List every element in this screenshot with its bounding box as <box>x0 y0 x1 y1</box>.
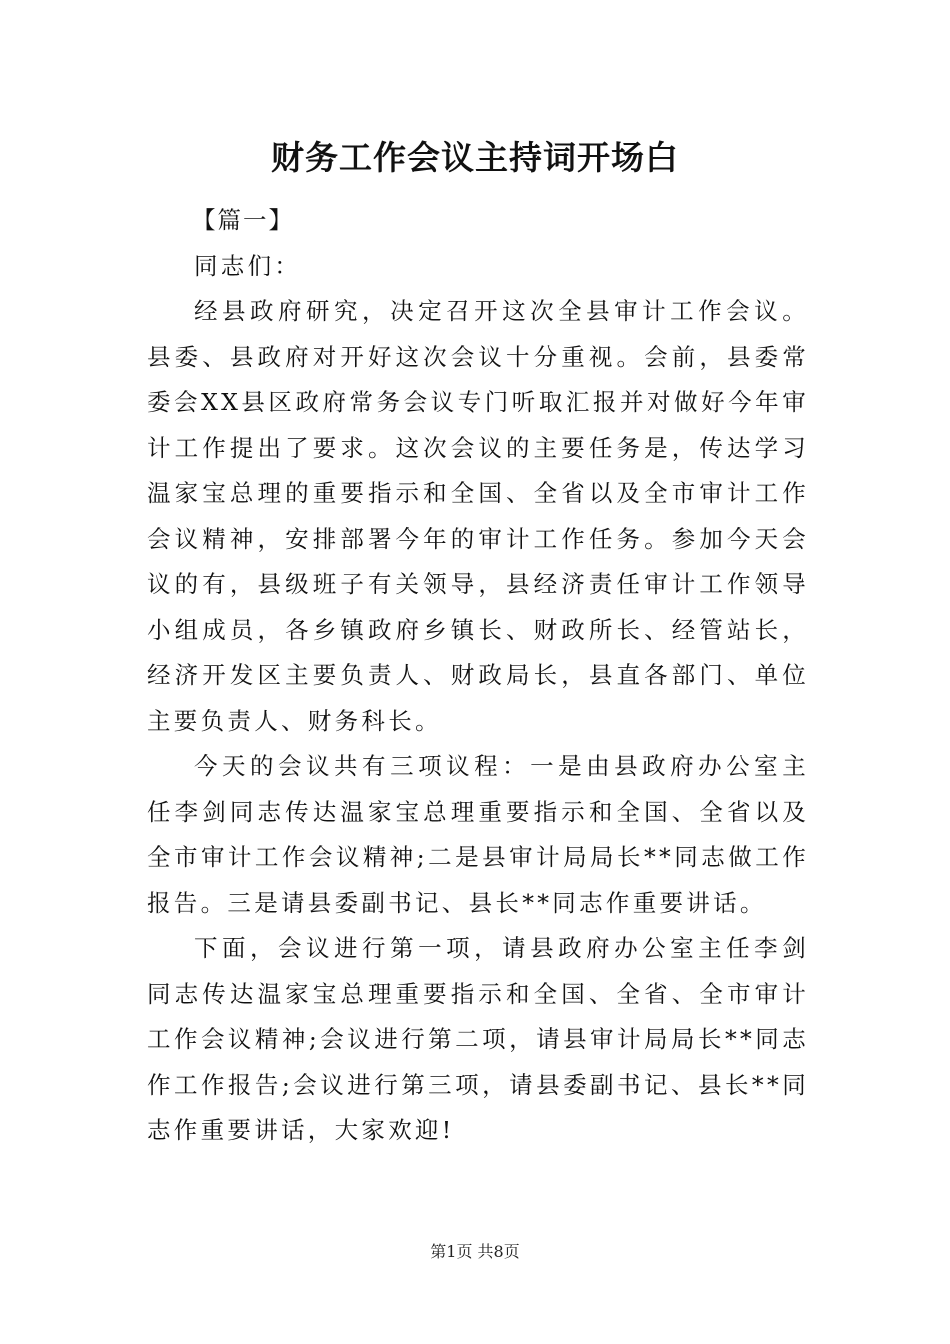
document-body <box>147 198 809 1154</box>
paragraph-1: 经县政府研究，决定召开这次全县审计工作会议。县委、县政府对开好这次会议十分重视。会前，县委常委会XX县区政府常务会议专门听取汇报并对做好今年审计工作提出了要求。这次会议的主要任务是，传达学习温家宝总理的重要指示和全国、全省以及全市审计工作会议精神，安排部署今年的审计工作任务。参加今天会议的有，县级班子有关领导，县经济责任审计工作领导小组成员，各乡镇政府乡镇长、财政所长、经管站长，经济开发区主要负责人、财政局长，县直各部门、单位主要负责人、财务科长。 <box>147 297 809 735</box>
section-label: 【篇一】 <box>192 206 294 234</box>
paragraph-3: 下面，会议进行第一项，请县政府办公室主任李剑同志传达温家宝总理重要指示和全国、全省、全市审计工作会议精神;会议进行第二项，请县审计局局长**同志作工作报告;会议进行第三项，请县委副书记、县长**同志作重要讲话，大家欢迎! <box>147 934 809 1144</box>
page-number: 第1页 共8页 <box>430 1242 520 1261</box>
paragraph-2: 今天的会议共有三项议程：一是由县政府办公室主任李剑同志传达温家宝总理重要指示和全国、全省以及全市审计工作会议精神;二是县审计局局长**同志做工作报告。三是请县委副书记、县长**同志作重要讲话。 <box>147 752 809 917</box>
greeting: 同志们： <box>194 251 302 280</box>
document-title: 财务工作会议主持词开场白 <box>271 138 679 177</box>
